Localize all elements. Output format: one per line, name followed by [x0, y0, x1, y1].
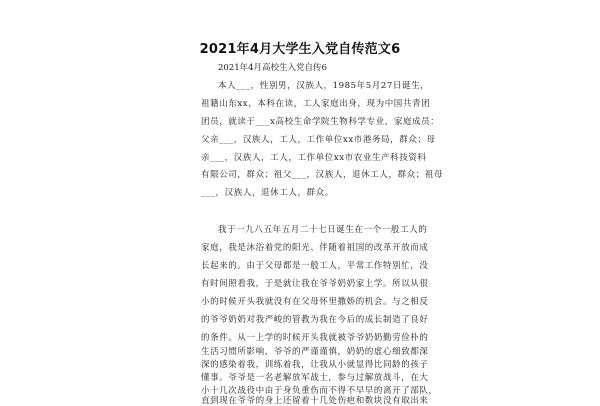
document-subtitle: 2021年4月高校生入党自传6: [218, 63, 327, 73]
text-line: 有时间照看我，于是就让我在爷爷奶奶家上学。所以从很: [201, 279, 429, 289]
text-line: 懂事。爷爷是一名老解放军战士，参与过解放战斗，在大: [201, 373, 429, 383]
text-line: 祖籍山东xx，本科在读，工人家庭出身，现为中国共青团: [201, 99, 431, 109]
text-line: 有限公司，群众；祖父___，汉族人，退休工人，群众；祖母: [201, 170, 444, 180]
text-line: 的爷爷奶奶对我严峻的管教为我在今后的成长制造了良好: [201, 315, 429, 325]
text-line: 小的时候开头我就没有在父母怀里撒娇的机会。与之相反: [201, 297, 429, 307]
text-line: 家庭，我是沐浴着党的阳光、伴随着祖国的改革开放而成: [201, 243, 429, 253]
text-line: 团员，就读于___x高校生命学院生物科学专业，家庭成员：: [201, 117, 440, 127]
text-line: 长起来的。由于父母都是一般工人，平常工作特别忙，没: [201, 261, 429, 271]
document-title: 2021年4月大学生入党自传范文6: [199, 42, 401, 57]
text-line: 亲___，汉族人，工人，工作单位xx市农业生产科技资料: [201, 153, 427, 163]
text-line: 的条件。从一上学的时候开头我就被爷爷奶奶勤劳俭朴的: [201, 333, 429, 343]
text-line: 本人___，性别男，汉族人，1985年5月27日诞生，: [218, 81, 430, 91]
text-line: 父亲___，汉族人，工人，工作单位xx市港务局，群众；母: [201, 135, 436, 145]
text-line: 直到现在爷爷的身上还留着十几处伤疤和数块没有取出来: [201, 396, 429, 406]
text-line: 生活习惯所影响，爷爷的严谨谨慎，奶奶的虚心细致都深: [201, 347, 429, 357]
text-line: ___，汉族人，退休工人，群众。: [201, 188, 334, 198]
text-line: 小十几次战役中由于身负重伤而不得不早早的离开了部队，: [201, 386, 438, 396]
text-line: 我于一九八五年五月二十七日诞生在一个一般工人的: [218, 225, 428, 235]
text-line: 深的感染着我，训练着我，让我从小就显得比同龄的孩子: [201, 360, 429, 370]
